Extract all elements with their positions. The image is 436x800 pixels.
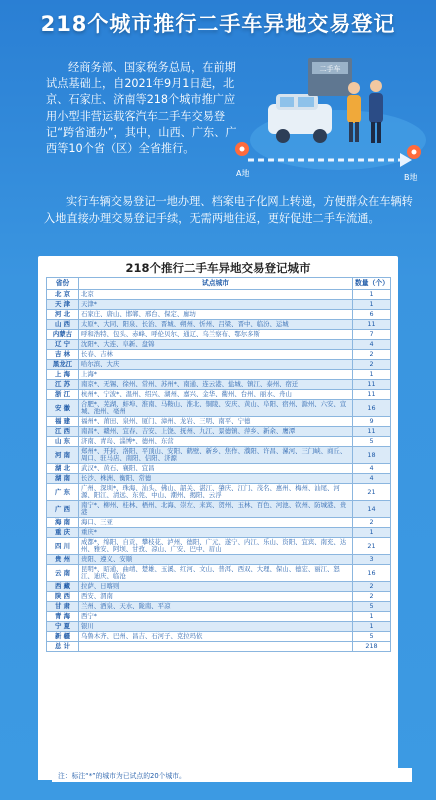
cities-cell: 成都*、绵阳、自贡、攀枝花、泸州、德阳、广元、遂宁、内江、乐山、资阳、宜宾、南充、达州、雅安、阿坝、甘孜、凉山、广安、巴中、眉山 <box>79 538 353 555</box>
header-province: 省份 <box>47 278 79 290</box>
table-total-row <box>47 642 391 652</box>
province-cell: 湖 北 <box>47 464 79 474</box>
count-cell: 1 <box>353 612 391 622</box>
total-label: 总 计 <box>47 642 79 652</box>
total-count: 218 <box>353 642 391 652</box>
header-count: 数量（个） <box>353 278 391 290</box>
table-row <box>47 360 391 370</box>
table-row <box>47 427 391 437</box>
count-cell: 4 <box>353 464 391 474</box>
province-cell: 广 西 <box>47 501 79 518</box>
province-cell: 江 西 <box>47 427 79 437</box>
intro-paragraph <box>46 60 238 157</box>
cities-cell: 南京*、无锡、徐州、常州、苏州*、南通、连云港、盐城、镇江、泰州、宿迁 <box>79 380 353 390</box>
cities-cell: 武汉*、黄石、襄阳、宜昌 <box>79 464 353 474</box>
cities-cell: 昆明*、昭通、曲靖、楚雄、玉溪、红河、文山、普洱、西双、大理、保山、德宏、丽江、怒江、迪庆、临沧 <box>79 565 353 582</box>
count-cell: 1 <box>353 370 391 380</box>
province-cell: 西 藏 <box>47 582 79 592</box>
cities-cell: 北京 <box>79 290 353 300</box>
table-row <box>47 518 391 528</box>
province-cell: 安 徽 <box>47 400 79 417</box>
table-row <box>47 310 391 320</box>
count-cell: 1 <box>353 290 391 300</box>
province-cell: 湖 南 <box>47 474 79 484</box>
count-cell: 21 <box>353 484 391 501</box>
table-row <box>47 380 391 390</box>
count-cell: 6 <box>353 310 391 320</box>
table-row <box>47 582 391 592</box>
count-cell: 1 <box>353 528 391 538</box>
table-title: 218个推行二手车异地交易登记城市 <box>125 261 311 275</box>
province-cell: 辽 宁 <box>47 340 79 350</box>
table-body <box>47 290 391 642</box>
count-cell: 5 <box>353 437 391 447</box>
count-cell: 4 <box>353 474 391 484</box>
cities-cell: 济南、青岛、淄博*、德州、东营 <box>79 437 353 447</box>
table-row <box>47 400 391 417</box>
count-cell: 16 <box>353 565 391 582</box>
table-row <box>47 390 391 400</box>
cities-cell: 呼和浩特、包头、赤峰、呼伦贝尔、通辽、乌兰察布、鄂尔多斯 <box>79 330 353 340</box>
cities-cell: 长沙、株洲、衡阳、常德 <box>79 474 353 484</box>
table-row <box>47 592 391 602</box>
table-row <box>47 437 391 447</box>
count-cell: 11 <box>353 390 391 400</box>
cities-cell: 海口、三亚 <box>79 518 353 528</box>
province-cell: 宁 夏 <box>47 622 79 632</box>
cities-cell: 福州*、莆田、泉州、厦门、漳州、龙岩、三明、南平、宁德 <box>79 417 353 427</box>
province-cell: 福 建 <box>47 417 79 427</box>
province-cell: 江 苏 <box>47 380 79 390</box>
table-row <box>47 300 391 310</box>
count-cell: 18 <box>353 447 391 464</box>
cities-cell: 银川 <box>79 622 353 632</box>
table-row <box>47 370 391 380</box>
province-cell: 重 庆 <box>47 528 79 538</box>
province-cell: 内蒙古 <box>47 330 79 340</box>
cities-cell: 哈尔滨、大庆 <box>79 360 353 370</box>
table-row <box>47 501 391 518</box>
count-cell: 9 <box>353 417 391 427</box>
province-cell: 新 疆 <box>47 632 79 642</box>
province-cell: 河 北 <box>47 310 79 320</box>
count-cell: 2 <box>353 518 391 528</box>
table-row <box>47 340 391 350</box>
province-cell: 四 川 <box>47 538 79 555</box>
count-cell: 11 <box>353 320 391 330</box>
count-cell: 2 <box>353 582 391 592</box>
table-row <box>47 474 391 484</box>
count-cell: 5 <box>353 632 391 642</box>
table-row <box>47 464 391 474</box>
cities-cell: 广州、深圳*、珠海、汕头、佛山、韶关、湛江、肇庆、江门、茂名、惠州、梅州、汕尾、河源、阳江、清远、东莞、中山、潮州、揭阳、云浮 <box>79 484 353 501</box>
cities-cell: 长春、吉林 <box>79 350 353 360</box>
table-row <box>47 602 391 612</box>
table-row <box>47 447 391 464</box>
table-row <box>47 565 391 582</box>
province-cell: 青 海 <box>47 612 79 622</box>
table-row <box>47 528 391 538</box>
count-cell: 5 <box>353 602 391 612</box>
count-cell: 11 <box>353 380 391 390</box>
province-cell: 山 东 <box>47 437 79 447</box>
table-row <box>47 622 391 632</box>
cities-cell: 贵阳、遵义、安顺 <box>79 555 353 565</box>
cities-cell: 合肥*、芜湖、蚌埠、淮南、马鞍山、淮北、铜陵、安庆、黄山、阜阳、宿州、滁州、六安、宣城、池州、亳州 <box>79 400 353 417</box>
city-table <box>46 277 391 652</box>
count-cell: 2 <box>353 360 391 370</box>
second-paragraph <box>44 193 416 227</box>
cities-cell: 拉萨、日喀则 <box>79 582 353 592</box>
count-cell: 2 <box>353 350 391 360</box>
count-cell: 1 <box>353 300 391 310</box>
table-row <box>47 350 391 360</box>
count-cell: 1 <box>353 622 391 632</box>
city-table-card <box>38 256 398 768</box>
shop-sign-icon <box>308 58 352 96</box>
count-cell: 3 <box>353 555 391 565</box>
cities-cell: 天津* <box>79 300 353 310</box>
table-row <box>47 330 391 340</box>
second-paragraph-text: 实行车辆交易登记一地办理、档案电子化网上转递，方便群众在车辆转入地直接办理交易登记手续，无需两地往返，更好促进二手车流通。 <box>44 195 413 225</box>
cities-cell: 南昌*、赣州、宜春、吉安、上饶、抚州、九江、景德镇、萍乡、新余、鹰潭 <box>79 427 353 437</box>
province-cell: 陕 西 <box>47 592 79 602</box>
table-row <box>47 538 391 555</box>
location-b-pin-icon <box>407 145 421 159</box>
count-cell: 16 <box>353 400 391 417</box>
province-cell: 黑龙江 <box>47 360 79 370</box>
province-cell: 山 西 <box>47 320 79 330</box>
intro-text: 经商务部、国家税务总局，在前期试点基础上，自2021年9月1日起，北京、石家庄、济南等218个城市推广应用小型非营运载客汽车二手车交易登记“跨省通办”，其中，山西、广东、广西等10个省（区）全省推行。 <box>46 61 237 156</box>
province-cell: 浙 江 <box>47 390 79 400</box>
sign-text: 二手车 <box>319 65 341 73</box>
table-header-row <box>47 278 391 290</box>
footnote: 注：标注“*”的城市为已试点的20个城市。 <box>52 768 412 782</box>
header-cities: 试点城市 <box>79 278 353 290</box>
count-cell: 2 <box>353 592 391 602</box>
count-cell: 14 <box>353 501 391 518</box>
cities-cell: 郑州*、开封、洛阳、平顶山、安阳、鹤壁、新乡、焦作、濮阳、许昌、漯河、三门峡、商丘、周口、驻马店、南阳、信阳、济源 <box>79 447 353 464</box>
cities-cell: 西宁* <box>79 612 353 622</box>
province-cell: 河 南 <box>47 447 79 464</box>
table-row <box>47 632 391 642</box>
label-a: A地 <box>236 169 250 178</box>
province-cell: 海 南 <box>47 518 79 528</box>
page-title: 218个城市推行二手车异地交易登记 <box>40 12 396 36</box>
cities-cell: 西安、渭南 <box>79 592 353 602</box>
table-row <box>47 484 391 501</box>
cities-cell: 兰州、酒泉、天水、陇南、平凉 <box>79 602 353 612</box>
cities-cell: 上海* <box>79 370 353 380</box>
count-cell: 4 <box>353 340 391 350</box>
table-row <box>47 290 391 300</box>
province-cell: 甘 肃 <box>47 602 79 612</box>
count-cell: 11 <box>353 427 391 437</box>
province-cell: 贵 州 <box>47 555 79 565</box>
total-cities <box>79 642 353 652</box>
province-cell: 上 海 <box>47 370 79 380</box>
cities-cell: 太原*、大同、阳泉、长治、晋城、朔州、忻州、吕梁、晋中、临汾、运城 <box>79 320 353 330</box>
count-cell: 7 <box>353 330 391 340</box>
province-cell: 吉 林 <box>47 350 79 360</box>
cities-cell: 乌鲁木齐、巴州、昌吉、石河子、克拉玛依 <box>79 632 353 642</box>
location-a-pin-icon <box>235 142 249 156</box>
cities-cell: 南宁*、柳州、桂林、梧州、北海、崇左、来宾、贺州、玉林、百色、河池、钦州、防城港、贵港 <box>79 501 353 518</box>
province-cell: 北 京 <box>47 290 79 300</box>
province-cell: 广 东 <box>47 484 79 501</box>
table-row <box>47 417 391 427</box>
cities-cell: 杭州*、宁波*、温州、绍兴、湖州、嘉兴、金华、衢州、台州、丽水、舟山 <box>79 390 353 400</box>
transfer-illustration <box>228 48 428 193</box>
table-row <box>47 320 391 330</box>
province-cell: 云 南 <box>47 565 79 582</box>
table-row <box>47 612 391 622</box>
table-row <box>47 555 391 565</box>
label-b: B地 <box>404 173 418 182</box>
province-cell: 天 津 <box>47 300 79 310</box>
cities-cell: 沈阳*、大连、阜新、盘锦 <box>79 340 353 350</box>
count-cell: 21 <box>353 538 391 555</box>
cities-cell: 重庆* <box>79 528 353 538</box>
cities-cell: 石家庄、唐山、邯郸、邢台、保定、廊坊 <box>79 310 353 320</box>
